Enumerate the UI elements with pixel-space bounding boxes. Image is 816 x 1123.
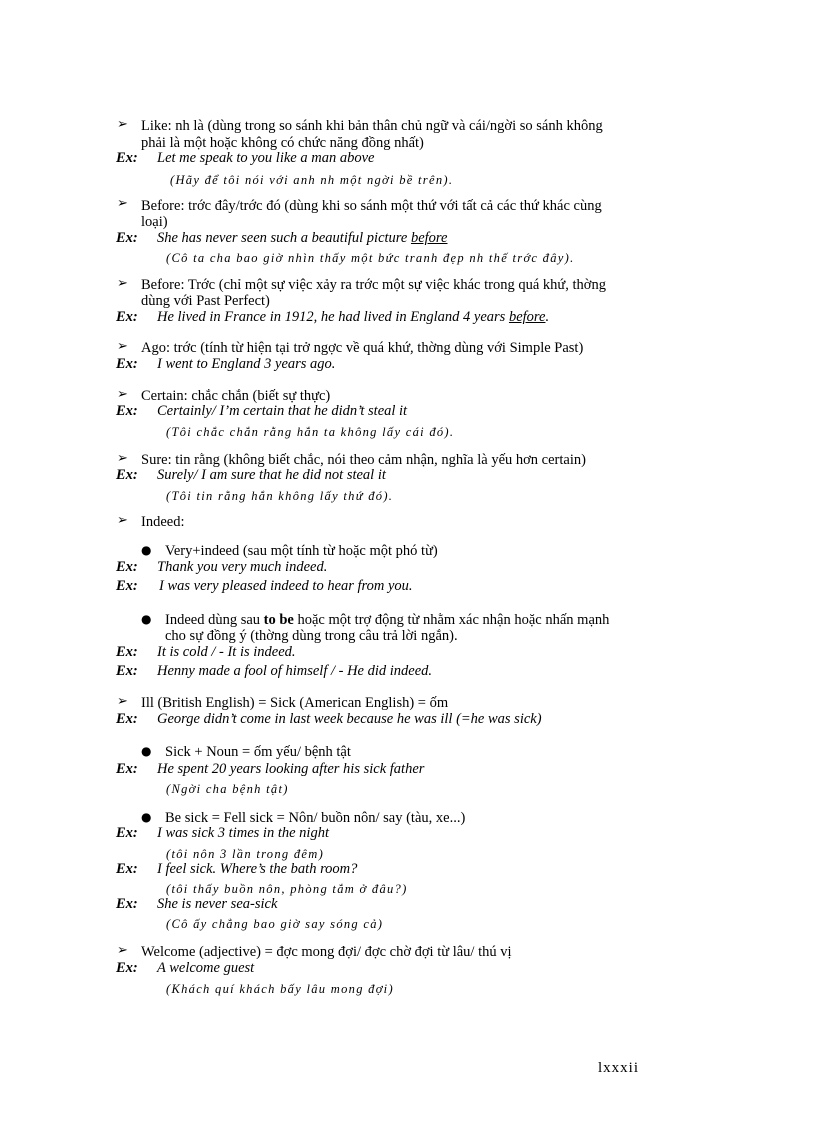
entry-ill-head: Ill (British English) = Sick (American English) = ốm (141, 695, 449, 711)
entry-before1-head: Before: trớc đây/trớc đó (dùng khi so sánh một thứ với tất cả các thứ khác cùng (141, 198, 602, 214)
bullet-arrow-icon: ➢ (117, 339, 128, 354)
entry-certain-translation: (Tôi chắc chắn rằng hắn ta không lấy cái đó). (166, 425, 455, 439)
entry-welcome-head: Welcome (adjective) = đợc mong đợi/ đợc chờ đợi từ lâu/ thú vị (141, 944, 512, 960)
bullet-dot-icon: ● (141, 744, 152, 758)
entry-ill-example: George didn’t come in last week because he was ill (=he was sick) (157, 711, 542, 727)
ex-label: Ex: (116, 825, 138, 841)
bullet-arrow-icon: ➢ (117, 196, 128, 211)
ill-sub2-example3: She is never sea-sick (157, 896, 278, 912)
page-number: lxxxii (598, 1060, 640, 1076)
bullet-arrow-icon: ➢ (117, 387, 128, 402)
indeed-sub2-example1: It is cold / - It is indeed. (157, 644, 296, 660)
entry-certain-head: Certain: chắc chắn (biết sự thực) (141, 388, 331, 404)
entry-before2-cont: dùng với Past Perfect) (141, 293, 270, 309)
indeed-sub2-example2: Henny made a fool of himself / - He did indeed. (157, 663, 433, 679)
bold-term: to be (263, 612, 294, 628)
ex-label: Ex: (116, 896, 138, 912)
ex-label: Ex: (116, 861, 138, 877)
entry-like-example: Let me speak to you like a man above (157, 150, 375, 166)
bullet-dot-icon: ● (141, 543, 152, 557)
ill-sub2-translation2: (tôi thấy buồn nôn, phòng tắm ở đâu?) (166, 882, 408, 896)
ill-sub2-translation3: (Cô ấy chẳng bao giờ say sóng cả) (166, 917, 384, 931)
entry-sure-example: Surely/ I am sure that he did not steal it (157, 467, 386, 483)
entry-before1-cont: loại) (141, 214, 168, 230)
indeed-sub1-example2: I was very pleased indeed to hear from you. (159, 578, 413, 594)
entry-before2-head: Before: Trớc (chỉ một sự việc xảy ra trớc một sự việc khác trong quá khứ, thờng (141, 277, 606, 293)
underlined-word: before (508, 309, 546, 325)
bullet-dot-icon: ● (141, 810, 152, 824)
bullet-arrow-icon: ➢ (117, 117, 128, 132)
ex-label: Ex: (116, 403, 138, 419)
entry-before2-example (157, 309, 549, 326)
ex-label: Ex: (116, 960, 138, 976)
entry-ago-head: Ago: trớc (tính từ hiện tại trở ngợc về quá khứ, thờng dùng với Simple Past) (141, 340, 584, 356)
ex-label: Ex: (116, 356, 138, 372)
indeed-sub1-example1: Thank you very much indeed. (157, 559, 328, 575)
entry-sure-translation: (Tôi tin rằng hắn không lấy thứ đó). (166, 489, 394, 503)
underlined-word: before (410, 230, 448, 246)
indeed-sub1-head: Very+indeed (sau một tính từ hoặc một phó từ) (165, 543, 438, 559)
bullet-arrow-icon: ➢ (117, 694, 128, 709)
bullet-arrow-icon: ➢ (117, 451, 128, 466)
ex-label: Ex: (116, 761, 138, 777)
ex-label: Ex: (116, 150, 138, 166)
ex-label: Ex: (116, 663, 138, 679)
bullet-arrow-icon: ➢ (117, 513, 128, 528)
entry-like-cont: phải là một hoặc không có chức năng đồng nhất) (141, 135, 424, 151)
indeed-sub2-text-end: hoặc một trợ động từ nhằm xác nhận hoặc nhấn mạnh (293, 612, 610, 628)
entry-like-translation: (Hãy để tôi nói với anh nh một ngời bề trên). (170, 173, 454, 187)
ex-label: Ex: (116, 309, 138, 325)
entry-before1-translation: (Cô ta cha bao giờ nhìn thấy một bức tranh đẹp nh thế trớc đây). (166, 251, 575, 265)
ex-label: Ex: (116, 578, 138, 594)
indeed-sub2-head (165, 612, 609, 629)
entry-like-head: Like: nh là (dùng trong so sánh khi bản thân chủ ngữ và cái/ngời so sánh không (141, 118, 603, 134)
entry-ago-example: I went to England 3 years ago. (157, 356, 336, 372)
ex-label: Ex: (116, 644, 138, 660)
ill-sub1-translation: (Ngời cha bệnh tật) (166, 782, 289, 796)
entry-welcome-example: A welcome guest (157, 960, 255, 976)
ill-sub2-example1: I was sick 3 times in the night (157, 825, 329, 841)
bullet-dot-icon: ● (141, 612, 152, 626)
ex-label: Ex: (116, 230, 138, 246)
ill-sub1-example: He spent 20 years looking after his sick father (157, 761, 425, 777)
bullet-arrow-icon: ➢ (117, 276, 128, 291)
entry-certain-example: Certainly/ I’m certain that he didn’t steal it (157, 403, 408, 419)
bullet-arrow-icon: ➢ (117, 943, 128, 958)
example-text: She has never seen such a beautiful picture (157, 230, 411, 246)
ill-sub2-example2: I feel sick. Where’s the bath room? (157, 861, 358, 877)
ill-sub2-translation1: (tôi nôn 3 lần trong đêm) (166, 847, 325, 861)
example-text-end: . (545, 309, 550, 325)
ex-label: Ex: (116, 559, 138, 575)
entry-welcome-translation: (Khách quí khách bấy lâu mong đợi) (166, 982, 394, 996)
ill-sub1-head: Sick + Noun = ốm yếu/ bệnh tật (165, 744, 351, 760)
indeed-sub2-text: Indeed dùng sau (165, 612, 264, 628)
ex-label: Ex: (116, 711, 138, 727)
ill-sub2-head: Be sick = Fell sick = Nôn/ buồn nôn/ say (tàu, xe...) (165, 810, 466, 826)
example-text: He lived in France in 1912, he had lived in England 4 years (157, 309, 509, 325)
entry-indeed-head: Indeed: (141, 514, 185, 530)
indeed-sub2-cont: cho sự đồng ý (thờng dùng trong câu trả lời ngắn). (165, 628, 458, 644)
entry-before1-example (157, 230, 447, 247)
entry-sure-head: Sure: tin rằng (không biết chắc, nói theo cảm nhận, nghĩa là yếu hơn certain) (141, 452, 586, 468)
ex-label: Ex: (116, 467, 138, 483)
